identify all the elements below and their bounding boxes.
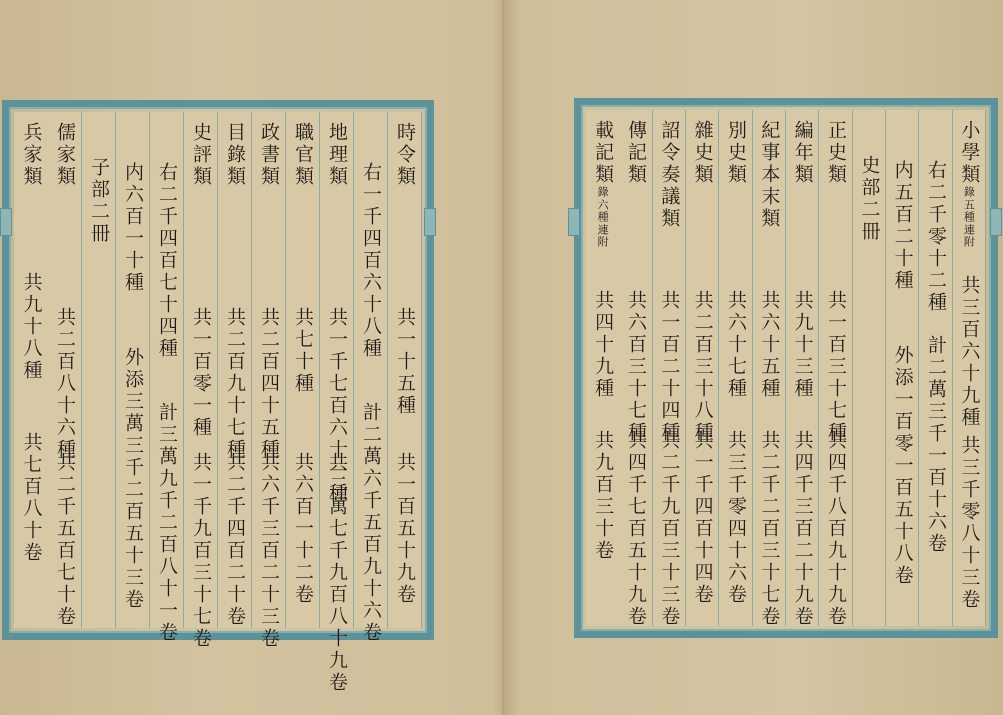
annotation-note: 連附 六種 錄 [596, 186, 610, 248]
column-text: 外添三萬三千二百五十三卷 [122, 347, 144, 611]
left-page-frame [2, 100, 434, 694]
column-text: 共一百零一種 [190, 307, 212, 439]
column-text: 目錄類 [224, 122, 246, 188]
column-bieshi [719, 110, 752, 626]
column-text: 計三萬九千二百八十一卷 [156, 402, 178, 644]
column-zhaoling [653, 110, 686, 626]
left-frame-ear [0, 208, 12, 236]
column-text: 共九十八種 [20, 272, 43, 382]
column-text: 内六百一十種 [122, 162, 144, 294]
column-text: 共七十種 [292, 307, 314, 395]
column-mulu [218, 112, 252, 628]
column-zhiguan [286, 112, 320, 628]
column-text: 共三千零八十三卷 [958, 435, 981, 611]
column-text: 共二百四十五種 [258, 307, 280, 461]
column-text: 兵家類 [20, 122, 43, 188]
column-biannian [786, 110, 819, 626]
column-text: 職官類 [292, 122, 314, 188]
column-text: 儒家類 [54, 122, 76, 188]
column-jingbu_inner [886, 110, 919, 626]
center-fold [502, 0, 505, 715]
column-text: 共二百九十七種 [224, 307, 246, 461]
column-text: 史評類 [190, 122, 212, 188]
column-shibu_total [150, 112, 184, 644]
column-text: 共四千八百九十九卷 [825, 430, 847, 628]
column-text: 子部二冊 [88, 157, 110, 245]
column-text: 小學類 連附 五種 錄 [958, 120, 981, 248]
column-shibu_inner [116, 112, 150, 628]
column-text: 政書類 [258, 122, 280, 188]
column-text: 共六十五種 [758, 290, 781, 400]
column-text: 共一百二十四種 [658, 290, 681, 444]
column-text: 傳記類 [625, 120, 647, 186]
column-text: 右二千零十二種 [925, 160, 947, 314]
column-dili [320, 112, 354, 694]
column-xiaoxue [953, 110, 986, 626]
column-text: 外添一百零一百五十八卷 [891, 345, 914, 587]
column-text: 正史類 [825, 120, 847, 186]
column-text: 共二千四百二十卷 [224, 452, 246, 628]
column-zhengshi [819, 110, 852, 626]
column-text: 共七百八十卷 [20, 432, 43, 564]
column-text: 時令類 [394, 122, 416, 188]
column-shiping [184, 112, 218, 650]
column-text: 雜史類 [691, 120, 714, 186]
column-text: 共一千七百六十一種 [326, 307, 348, 505]
column-zhengshu [252, 112, 286, 650]
column-text: 共六千三百二十三卷 [258, 452, 280, 650]
column-text: 史部二冊 [858, 155, 881, 243]
column-text: 編年類 [791, 120, 814, 186]
left-frame-ear-right [424, 208, 436, 236]
right-page-frame [574, 98, 998, 638]
column-text: 共二百八十六種 [54, 307, 76, 461]
left-page-columns [14, 112, 422, 694]
column-text: 共一千九百三十七卷 [190, 452, 212, 650]
column-text: 紀事本末類 [758, 120, 781, 230]
column-bingjia [14, 112, 48, 628]
column-jingbu_total [919, 110, 952, 626]
column-zibu [82, 112, 116, 628]
column-text: 共一十五種 [394, 307, 416, 417]
column-text: 右二千四百七十四種 [156, 162, 178, 360]
right-frame-ear [568, 208, 580, 236]
column-text: 共一百五十九卷 [394, 452, 416, 606]
column-rujia [48, 112, 82, 628]
column-zaiji [586, 110, 619, 626]
column-zongji [354, 112, 388, 644]
column-text: 内五百二十種 [891, 160, 914, 292]
column-text: 共三千零四十六卷 [725, 430, 747, 606]
column-text: 詔令奏議類 [658, 120, 681, 230]
column-shiling [388, 112, 422, 628]
column-text: 共四千七百五十九卷 [625, 430, 647, 628]
column-shibu [853, 110, 886, 626]
column-text: 計二萬三千一百十六卷 [925, 335, 947, 555]
column-text: 右一千四百六十八種 [360, 162, 382, 360]
column-text: 共六百一十二卷 [292, 452, 314, 606]
column-text: 共四十九種 [592, 290, 615, 400]
column-zhuanji [619, 110, 652, 626]
column-text: 別史類 [725, 120, 747, 186]
column-text: 共二千二百三十七卷 [758, 430, 781, 628]
right-frame-ear-right [990, 208, 1002, 236]
column-text: 計二萬六千五百九十六卷 [360, 402, 382, 644]
right-page-columns [586, 110, 986, 626]
column-text: 共二萬七千九百八十九卷 [326, 452, 348, 694]
column-text: 共一千四百十四卷 [691, 430, 714, 606]
column-jishi [753, 110, 786, 626]
column-text: 載記類 連附 六種 錄 [592, 120, 615, 248]
column-text: 共一百三十七種 [825, 290, 847, 444]
column-text: 共二千五百七十卷 [54, 452, 76, 628]
column-text: 共三百六十九種 [958, 275, 981, 429]
column-text: 地理類 [326, 122, 348, 188]
column-zashi [686, 110, 719, 626]
column-text: 共二千九百三十三卷 [658, 430, 681, 628]
column-text: 共九百三十卷 [592, 430, 615, 562]
column-text: 共六百三十七種 [625, 290, 647, 444]
column-text: 共二百三十八種 [691, 290, 714, 444]
column-text: 共六十七種 [725, 290, 747, 400]
column-text: 共四千三百二十九卷 [791, 430, 814, 628]
annotation-note: 連附 五種 錄 [962, 186, 976, 248]
column-text: 共九十三種 [791, 290, 814, 400]
